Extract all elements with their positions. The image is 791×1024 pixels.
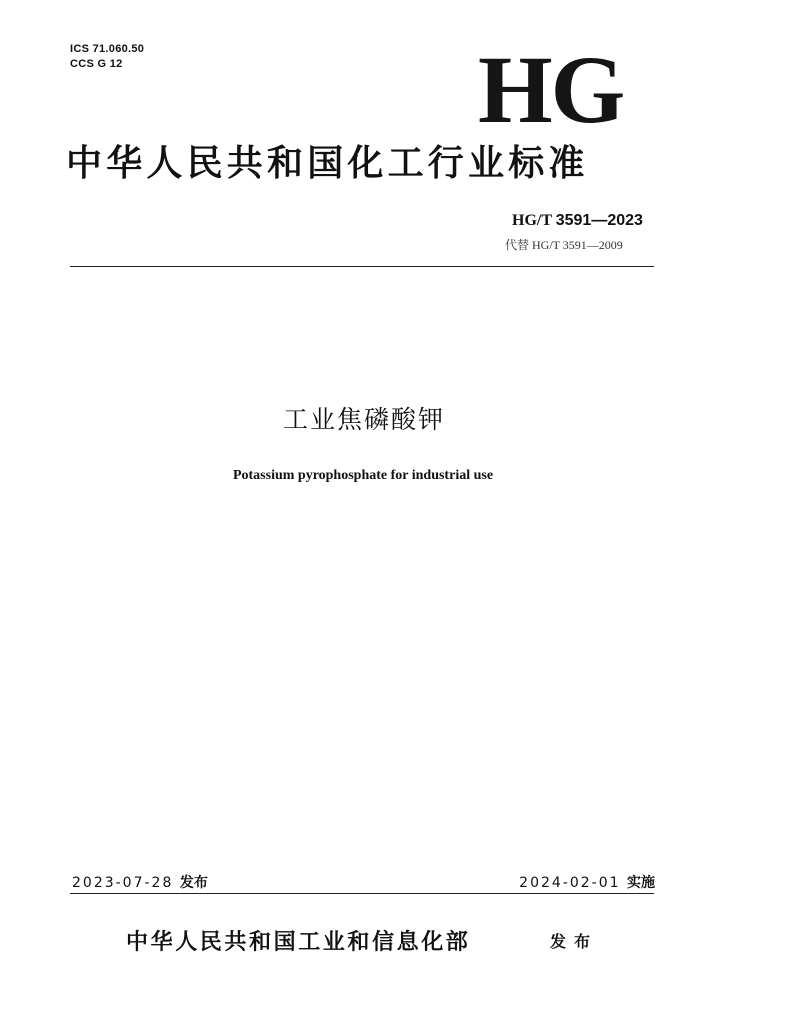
standard-code-prefix: HG/T	[512, 212, 556, 229]
implementation-date-value: 2024-02-01	[519, 875, 621, 891]
document-title-chinese: 工业焦磷酸钾	[282, 405, 445, 434]
standard-number	[512, 212, 643, 230]
ccs-code: CCS G 12	[70, 58, 123, 70]
implementation-date	[519, 872, 655, 892]
publication-date-label: 发布	[179, 875, 208, 891]
hg-logo: HG	[478, 36, 624, 143]
document-title-english: Potassium pyrophosphate for industrial use	[232, 468, 494, 483]
top-divider	[70, 266, 654, 267]
publication-date	[72, 872, 208, 892]
national-standard-title: 中华人民共和国化工行业标准	[66, 143, 589, 184]
ics-code: ICS 71.060.50	[70, 43, 145, 55]
replaces-standard: 代替 HG/T 3591—2009	[505, 238, 623, 252]
bottom-divider	[70, 893, 654, 894]
publication-date-value: 2023-07-28	[72, 875, 174, 891]
implementation-date-label: 实施	[627, 875, 655, 891]
issuing-authority: 中华人民共和国工业和信息化部	[126, 930, 471, 955]
standard-code-number: 3591—2023	[555, 212, 643, 229]
issued-label: 发布	[550, 932, 599, 951]
